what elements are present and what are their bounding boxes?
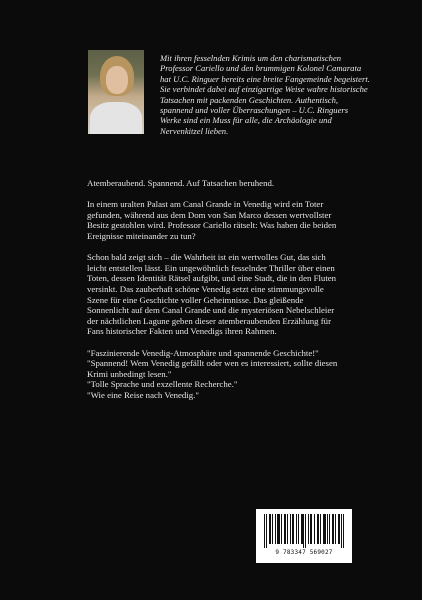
isbn-barcode bbox=[256, 509, 352, 563]
review-quote-2: "Spannend! Wem Venedig gefällt oder wen es interessiert, sollte diesen Krimi unbedingt lesen." bbox=[87, 358, 338, 379]
review-quote-1: "Faszinierende Venedig-Atmosphäre und spannende Geschichte!" bbox=[87, 347, 319, 358]
review-quote-3: "Tolle Sprache und exzellente Recherche." bbox=[87, 379, 238, 390]
author-photo bbox=[88, 50, 144, 134]
tagline: Atemberaubend. Spannend. Auf Tatsachen beruhend. bbox=[87, 178, 275, 188]
isbn-digits: 9 783347 569027 bbox=[275, 549, 333, 556]
blurb-paragraph-1: In einem uralten Palast am Canal Grande in Venedig wird ein Toter gefunden, während aus dem Dom von San Marco dessen wertvollster Besitz gestohlen wird. Professor Cariello rätselt: Was haben die beiden Ereignisse miteinander zu tun? bbox=[87, 199, 337, 241]
author-shirt bbox=[90, 102, 142, 134]
author-face bbox=[106, 66, 128, 94]
blurb-paragraph-2: Schon bald zeigt sich – die Wahrheit ist ein wertvolles Gut, das sich leicht entstellen lässt. Ein ungewöhnlich fesselnder Thriller über einen Toten, dessen Identität Rätsel aufgibt, und eine Stadt, die in den Fluten versinkt. Das zauberhaft schöne Venedig setzt eine stimmungsvolle Szene für eine Geschichte voller Geheimnisse. Das gleißende Sonnenlicht auf dem Canal Grande und die mysteriösen Nebelschleier der nächtlichen Lagune geben dieser atemberaubenden Erzählung für Fans historischer Fakten und Venedigs ihren Rahmen. bbox=[87, 252, 337, 337]
back-cover-text bbox=[87, 178, 343, 400]
author-bio: Mit ihren fesselnden Krimis um den charismatischen Professor Cariello und den brummigen Kolonel Camarata hat U.C. Ringuer bereits eine breite Fangemeinde begeistert. Sie verbindet dabei auf einzigartige Weise wahre historische Tatsachen mit packenden Geschichten. Authentisch, spannend und voller Überraschungen – U.C. Ringuers Werke sind ein Muss für alle, die Archäologie und Nervenkitzel lieben. bbox=[160, 53, 370, 136]
barcode-bars-icon bbox=[262, 514, 346, 548]
review-quote-4: "Wie eine Reise nach Venedig." bbox=[87, 389, 199, 400]
